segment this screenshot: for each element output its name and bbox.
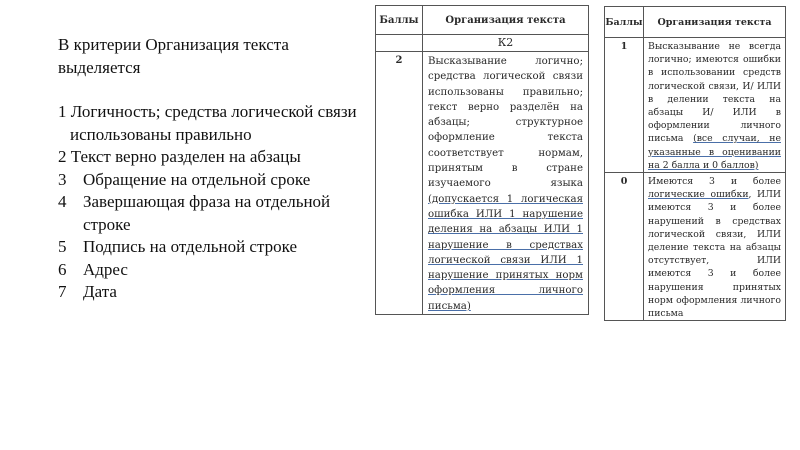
table-header-row <box>605 7 786 38</box>
criteria-item <box>58 259 358 282</box>
description-cell <box>423 52 589 315</box>
criteria-number: 4 <box>58 192 67 211</box>
criteria-item <box>58 281 358 304</box>
score-cell: 2 <box>376 52 423 315</box>
header-score: Баллы <box>376 6 423 35</box>
section-label: К2 <box>423 35 589 52</box>
description-text: Имеются 3 и более <box>648 176 781 188</box>
table-row <box>376 52 589 315</box>
table-row <box>605 173 786 321</box>
criteria-item <box>58 146 358 169</box>
criteria-intro: В критерии Организация текста выделяется <box>58 35 289 77</box>
criteria-text: Подпись на отдельной строке <box>83 237 297 256</box>
scoring-table-k2 <box>375 5 589 315</box>
score-cell: 0 <box>605 173 644 321</box>
description-text: Высказывание не всегда логично; имеются ошибки в использовании средств логической связи, И/ ИЛИ в делении текста на абзацы И/ ИЛИ в оформлении личного письма <box>648 41 781 145</box>
scoring-table-continued <box>604 6 786 321</box>
criteria-item <box>58 169 358 192</box>
header-score: Баллы <box>605 7 644 38</box>
description-text: Высказывание логично; средства логической связи использованы правильно; текст верно разделён на абзацы; структурное оформление текста соответствует нормам, принятым в стране изучаемого языка <box>428 56 583 190</box>
criteria-text: Дата <box>83 282 117 301</box>
table-header-row <box>376 6 589 35</box>
description-cell <box>644 38 786 173</box>
description-underlined: логические ошибки <box>648 189 749 201</box>
section-empty-cell <box>376 35 423 52</box>
criteria-number: 6 <box>58 259 67 279</box>
criteria-number: 7 <box>58 282 67 301</box>
criteria-number: 5 <box>58 237 67 256</box>
criteria-text: Текст верно разделен на абзацы <box>70 147 301 166</box>
header-organization: Организация текста <box>644 7 786 38</box>
description-underlined: (допускается 1 логическая ошибка ИЛИ 1 нарушение деления на абзацы ИЛИ 1 нарушение в средствах логической связи ИЛИ 1 нарушение принятых норм оформления личного письма) <box>428 193 583 312</box>
description-cell <box>644 173 786 321</box>
criteria-item <box>58 236 358 259</box>
table-row <box>605 38 786 173</box>
criteria-text-block <box>58 34 358 304</box>
criteria-number: 3 <box>58 169 67 189</box>
header-organization: Организация текста <box>423 6 589 35</box>
criteria-number: 1 <box>58 102 71 121</box>
table-section-row <box>376 35 589 52</box>
description-underlined: (все случаи, не указанные в оценивании на 2 балла и 0 баллов) <box>648 133 781 171</box>
criteria-text: Адрес <box>83 259 128 279</box>
criteria-item <box>58 191 358 236</box>
criteria-number: 2 <box>58 147 71 166</box>
criteria-text: Обращение на отдельной сроке <box>83 169 311 189</box>
description-text-after: , ИЛИ имеются 3 и более нарушений в средствах логической связи, ИЛИ деление текста на абзацы отсутствует, ИЛИ имеются 3 и более нарушения принятых норм оформления личного письма <box>648 189 782 320</box>
criteria-item <box>58 101 358 146</box>
score-cell: 1 <box>605 38 644 173</box>
criteria-text: Логичность; средства логической связи использованы правильно <box>70 102 357 144</box>
criteria-text: Завершающая фраза на отдельной строке <box>83 192 331 234</box>
